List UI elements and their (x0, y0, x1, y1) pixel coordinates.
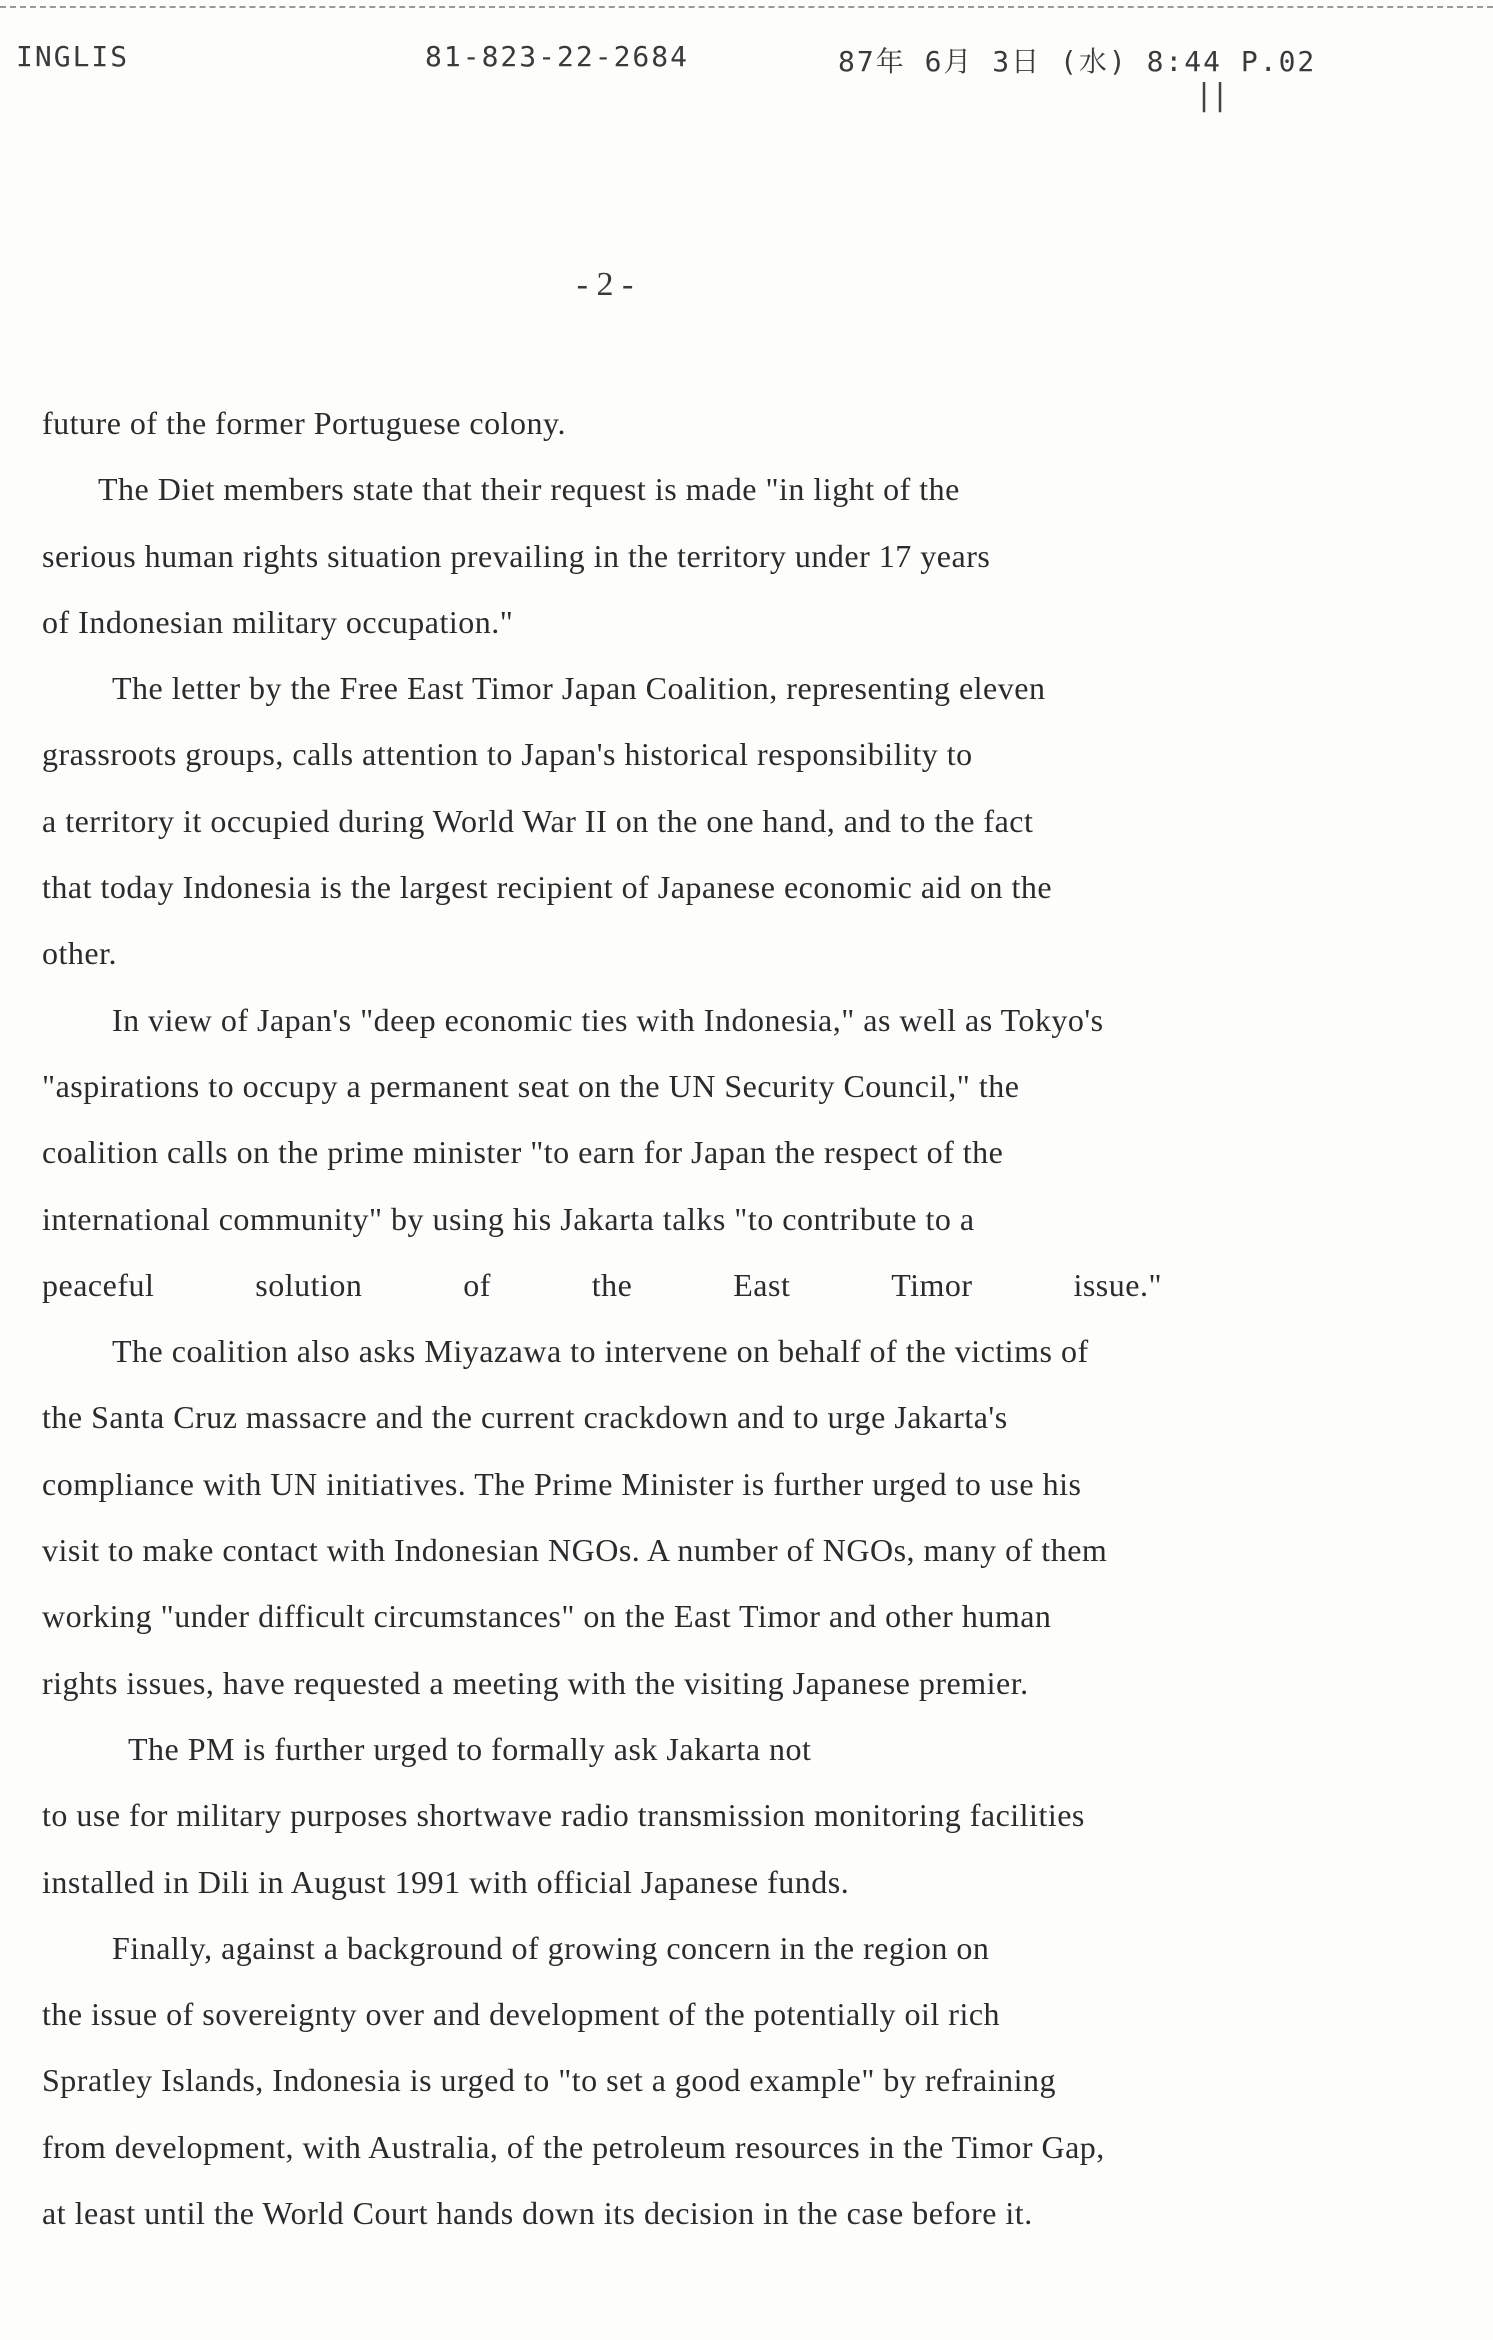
text-line: serious human rights situation prevailing in the territory under 17 years (42, 537, 991, 574)
text-line: grassroots groups, calls attention to Japan's historical responsibility to (42, 736, 973, 773)
justified-word: solution (255, 1266, 363, 1303)
text-line: of Indonesian military occupation." (42, 603, 514, 640)
text-line: working "under difficult circumstances" on the East Timor and other human (42, 1598, 1052, 1635)
text-line: the issue of sovereignty over and development of the potentially oil rich (42, 1996, 1001, 2033)
text-line: at least until the World Court hands down its decision in the case before it. (42, 2195, 1033, 2232)
text-line: installed in Dili in August 1991 with official Japanese funds. (42, 1863, 850, 1900)
fax-sender: INGLIS (16, 40, 130, 73)
text-line: Finally, against a background of growing concern in the region on (112, 1929, 990, 1966)
text-line: a territory it occupied during World War II on the one hand, and to the fact (42, 802, 1034, 839)
justified-word: the (591, 1266, 633, 1303)
text-line: "aspirations to occupy a permanent seat on the UN Security Council," the (42, 1067, 1020, 1104)
text-line: that today Indonesia is the largest recipient of Japanese economic aid on the (42, 869, 1053, 906)
text-line: other. (42, 935, 117, 972)
document-body (42, 390, 1382, 2246)
text-line: future of the former Portuguese colony. (42, 405, 566, 441)
justified-word: East (733, 1266, 791, 1303)
fax-datetime: 87年 6月 3日 (水) 8:44 P.02 (838, 45, 1317, 78)
text-line: from development, with Australia, of the petroleum resources in the Timor Gap, (42, 2128, 1105, 2165)
page-number: - 2 - (576, 266, 634, 303)
text-line: visit to make contact with Indonesian NGOs. A number of NGOs, many of them (42, 1532, 1108, 1569)
text-line-justified (42, 1252, 1162, 1318)
text-line: In view of Japan's "deep economic ties with Indonesia," as well as Tokyo's (112, 1001, 1104, 1038)
text-line: rights issues, have requested a meeting with the visiting Japanese premier. (42, 1664, 1029, 1701)
text-line: The PM is further urged to formally ask Jakarta not (128, 1730, 812, 1767)
text-line: to use for military purposes shortwave radio transmission monitoring facilities (42, 1797, 1085, 1834)
fax-number: 81-823-22-2684 (425, 40, 690, 73)
text-line: Spratley Islands, Indonesia is urged to "to set a good example" by refraining (42, 2062, 1057, 2099)
fax-header (0, 40, 1493, 80)
text-line: coalition calls on the prime minister "to earn for Japan the respect of the (42, 1134, 1004, 1171)
text-line: The coalition also asks Miyazawa to intervene on behalf of the victims of (112, 1333, 1089, 1370)
text-line: The Diet members state that their request is made "in light of the (98, 471, 960, 508)
fax-mark: || (1195, 78, 1228, 113)
justified-word: issue." (1073, 1266, 1162, 1303)
justified-word: of (463, 1266, 491, 1303)
text-line: The letter by the Free East Timor Japan Coalition, representing eleven (112, 670, 1046, 707)
justified-word: peaceful (42, 1266, 155, 1303)
text-line: international community" by using his Jakarta talks "to contribute to a (42, 1200, 975, 1237)
justified-word: Timor (891, 1266, 973, 1303)
fax-top-edge (0, 6, 1493, 8)
text-line: compliance with UN initiatives. The Prime Minister is further urged to use his (42, 1465, 1082, 1502)
text-line: the Santa Cruz massacre and the current crackdown and to urge Jakarta's (42, 1399, 1008, 1436)
